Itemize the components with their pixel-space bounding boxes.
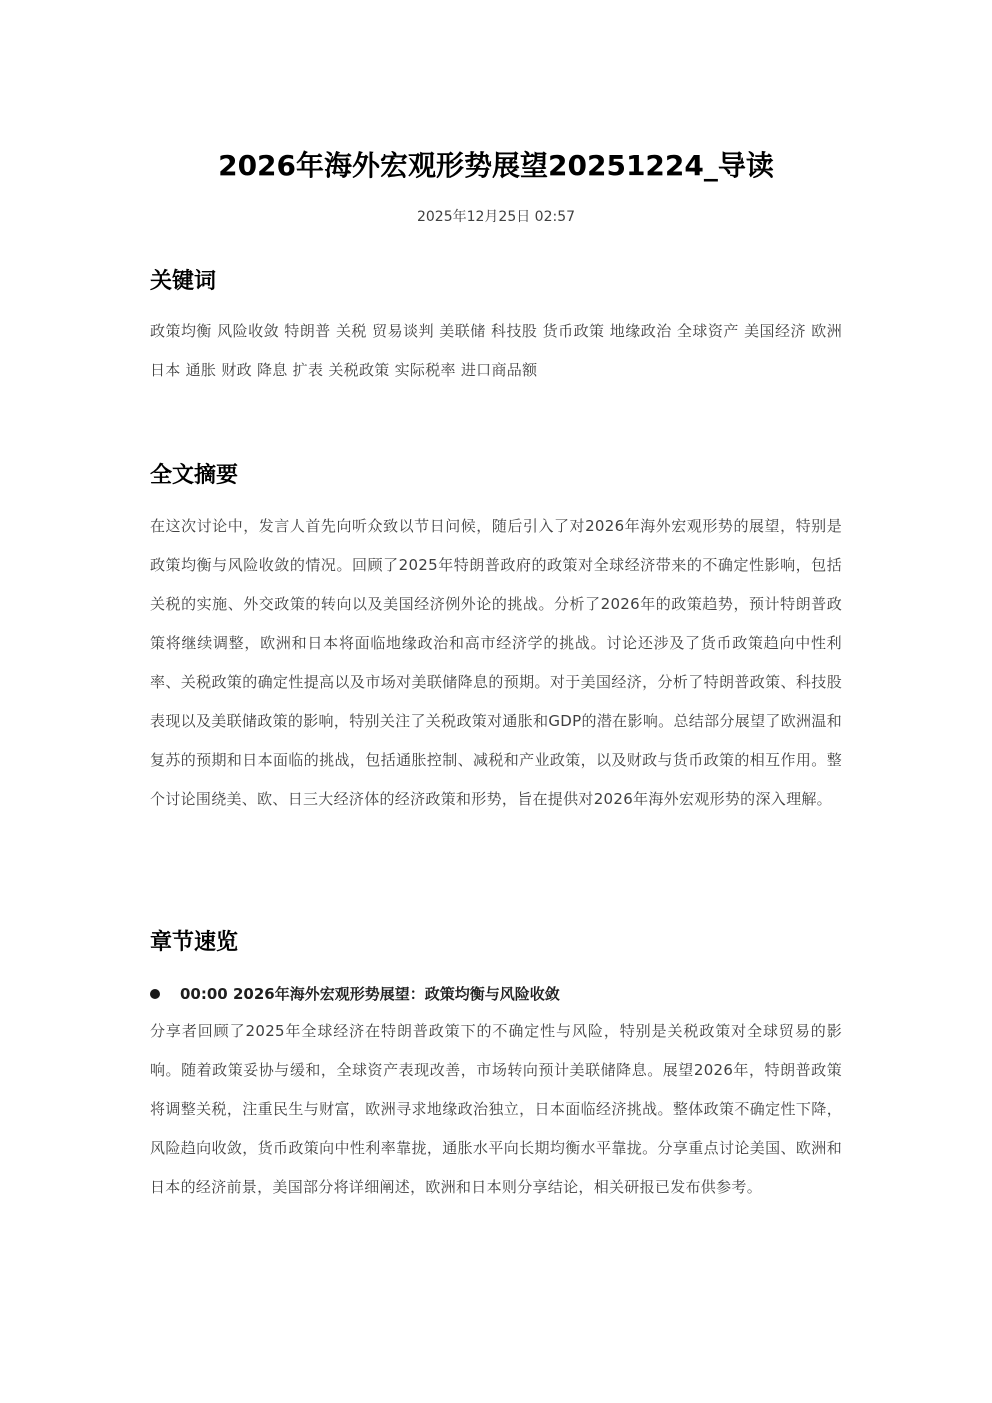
chapter-item-title <box>150 980 842 1008</box>
keywords-heading: 关键词 <box>150 269 217 294</box>
document-date: 2025年12月25日 02:57 <box>416 209 576 225</box>
keywords-text: 政策均衡 风险收敛 特朗普 关税 贸易谈判 美联储 科技股 货币政策 地缘政治 全球资产 美国经济 欧洲 日本 通胀 财政 降息 扩表 关税政策 实际税率 进口商品额 <box>150 322 842 379</box>
document-title: 2026年海外宏观形势展望20251224_导读 <box>218 149 774 182</box>
chapter-item-text: 分享者回顾了2025年全球经济在特朗普政策下的不确定性与风险，特别是关税政策对全球贸易的影响。随着政策妥协与缓和，全球资产表现改善，市场转向预计美联储降息。展望2026年，特朗普政策将调整关税，注重民生与财富，欧洲寻求地缘政治独立，日本面临经济挑战。整体政策不确定性下降，风险趋向收敛，货币政策向中性利率靠拢，通胀水平向长期均衡水平靠拢。分享重点讨论美国、欧洲和日本的经济前景，美国部分将详细阐述，欧洲和日本则分享结论，相关研报已发布供参考。 <box>150 1022 842 1196</box>
chapters-heading: 章节速览 <box>150 930 239 955</box>
bullet-icon <box>150 989 160 999</box>
chapter-title-text: 00:00 2026年海外宏观形势展望：政策均衡与风险收敛 <box>180 985 560 1003</box>
summary-heading: 全文摘要 <box>150 463 239 488</box>
summary-text: 在这次讨论中，发言人首先向听众致以节日问候，随后引入了对2026年海外宏观形势的展望，特别是政策均衡与风险收敛的情况。回顾了2025年特朗普政府的政策对全球经济带来的不确定性影响，包括关税的实施、外交政策的转向以及美国经济例外论的挑战。分析了2026年的政策趋势，预计特朗普政策将继续调整，欧洲和日本将面临地缘政治和高市经济学的挑战。讨论还涉及了货币政策趋向中性利率、关税政策的确定性提高以及市场对美联储降息的预期。对于美国经济，分析了特朗普政策、科技股表现以及美联储政策的影响，特别关注了关税政策对通胀和GDP的潜在影响。总结部分展望了欧洲温和复苏的预期和日本面临的挑战，包括通胀控制、减税和产业政策，以及财政与货币政策的相互作用。整个讨论围绕美、欧、日三大经济体的经济政策和形势，旨在提供对2026年海外宏观形势的深入理解。 <box>150 517 842 808</box>
